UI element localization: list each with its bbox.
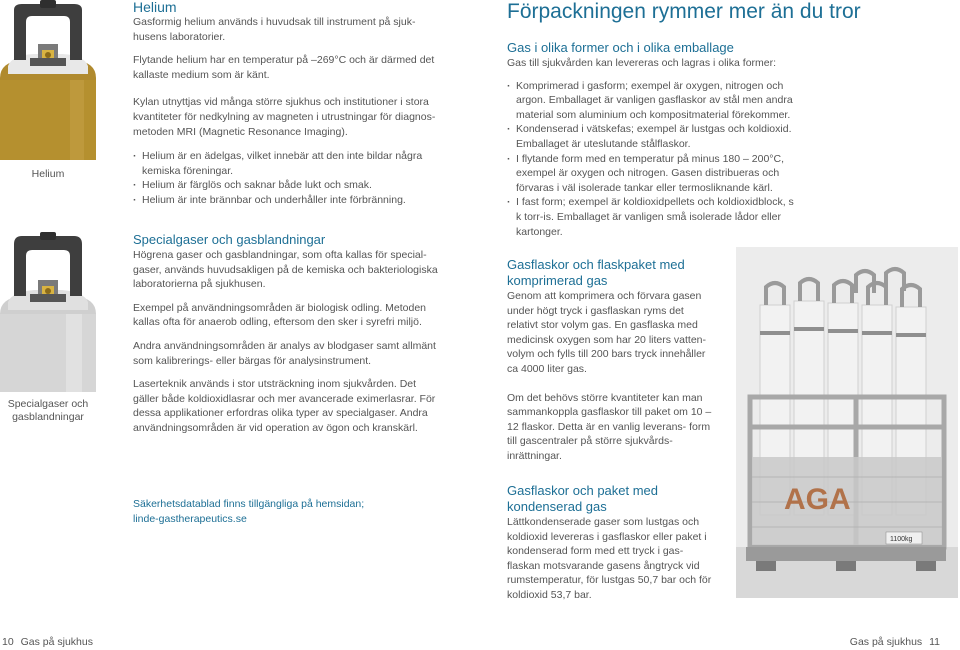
specialgas-cylinder-image [0,232,96,392]
footer-left [2,636,93,648]
safety-note-line: Säkerhetsdatablad finns tillgängliga på hemsidan; [133,498,365,510]
helium-paragraph: Gasformig helium används i huvudsak till instrument på sjuk- husens laboratorier. [133,16,416,43]
compressed-gas-heading: Gasflaskor och flaskpaket med komprimerad gas [507,257,685,288]
section-condensed-gas [507,483,717,603]
helium-heading: Helium [133,0,177,15]
helium-paragraph: Flytande helium har en temperatur på –269°C och är därmed det kallaste medium som är känt. [133,54,435,81]
gas-forms-heading: Gas i olika former och i olika emballage [507,40,734,55]
list-item: · I fast form; exempel är koldioxidpellets och koldioxidblock, s k torr-is. Emballaget är vanligen små isolerade lådor eller kartonger. [507,195,797,239]
compressed-gas-paragraph: Genom att komprimera och förvara gasen under högt tryck i gasflaskan ryms det relativt stor volym gas. En gasflaska med medicinsk oxygen som har 20 liters vatten- volym och fylls till 200 bars tryck innehåller ca 4000 liter gas. [507,290,707,375]
list-item: · Helium är inte brännbar och underhåller inte förbränning. [133,193,443,208]
page-title: Förpackningen rymmer mer än du tror [507,0,861,23]
specialgas-paragraph: Högrena gaser och gasblandningar, som ofta kallas för special- gaser, används huvudsakligen på de kemiska och bakteriologiska laboratorierna på sjukhusen. [133,249,438,291]
specialgas-section [133,231,443,436]
section-gas-forms [507,40,797,239]
svg-text:1100kg: 1100kg [890,536,913,543]
compressed-gas-paragraph: Om det behövs större kvantiteter kan man sammankoppla gasflaskor till paket om 10 – 12 flaskor. Detta är en vanlig leverans- form till gascentraler på större sjukvårds- inrättningar. [507,391,712,462]
cylinder-caption-helium: Helium [31,168,65,180]
specialgas-paragraph: Exempel på användningsområden är biologisk odling. Metoden kallas ofta för anaerob odling, eftersom den sker i syrefri miljö. [133,301,427,329]
cylinder-caption-specialgas: Specialgaser och gasblandningar [7,398,89,423]
footer-right [850,636,940,648]
page-number: 10 [2,636,14,648]
footer-title: Gas på sjukhus [20,636,93,648]
condensed-gas-heading: Gasflaskor och paket med kondenserad gas [507,483,659,514]
condensed-gas-paragraph: Lättkondenserade gaser som lustgas och koldioxid levereras i gasflaskor eller paket i kondenserad form med ett tryck i gas- flaskan motsvarande gasens ångtryck vid rumstemperatur, för lustgas 50,7 bar och för koldioxid 53,7 bar. [507,516,712,601]
specialgas-paragraph: Laserteknik används i stor utsträckning inom sjukvården. Det gäller både koldioxidlasrar och mer avancerade eximerlasrar. För dessa applikationer erfordras olika typer av specialgaser. Andra användningsområden är vid operation av ögon och kranskärl. [133,378,436,434]
list-item: · Helium är en ädelgas, vilket innebär att den inte bildar några kemiska föreningar. [133,149,443,178]
list-item: · Kondenserad i vätskefas; exempel är lustgas och koldioxid. Emballaget är uteslutande stålflaskor. [507,122,797,151]
specialgas-heading: Specialgaser och gasblandningar [133,232,326,247]
section-compressed-gas [507,257,717,464]
helium-section [133,0,443,208]
cylinder-bundle-photo [736,247,958,598]
specialgas-paragraph: Andra användningsområden är analys av blodgaser samt allmänt som kalibrerings- eller bärgas för analysinstrument. [133,339,436,367]
safety-datasheet-note [133,497,443,526]
list-item: · I flytande form med en temperatur på minus 180 – 200°C, exempel är oxygen och nitrogen. Gasen distribueras och förvaras i väl isolerade tankar eller termosliknande kärl. [507,152,797,196]
list-item: · Helium är färglös och saknar både lukt och smak. [133,178,443,193]
helium-cylinder-image [0,0,96,160]
page-number: 11 [929,636,940,648]
gas-forms-bullet-list [507,79,797,240]
helium-bullet-list [133,149,443,207]
footer-title: Gas på sjukhus [849,636,923,648]
aga-logo: AGA [784,483,851,516]
helium-paragraph: Kylan utnyttjas vid många större sjukhus och institutioner i stora kvantiteter för nedkylning av magneten i utrustningar för diagnos- metoden MRI (Magnetic Resonance Imaging). [133,96,436,138]
gas-forms-intro: Gas till sjukvården kan levereras och lagras i olika former: [507,57,777,69]
list-item: · Komprimerad i gasform; exempel är oxygen, nitrogen och argon. Emballaget är vanligen gasflaskor av stål men andra material som aluminium och kompositmaterial förekommer. [507,79,797,123]
safety-note-link[interactable]: linde-gastherapeutics.se [133,512,247,525]
